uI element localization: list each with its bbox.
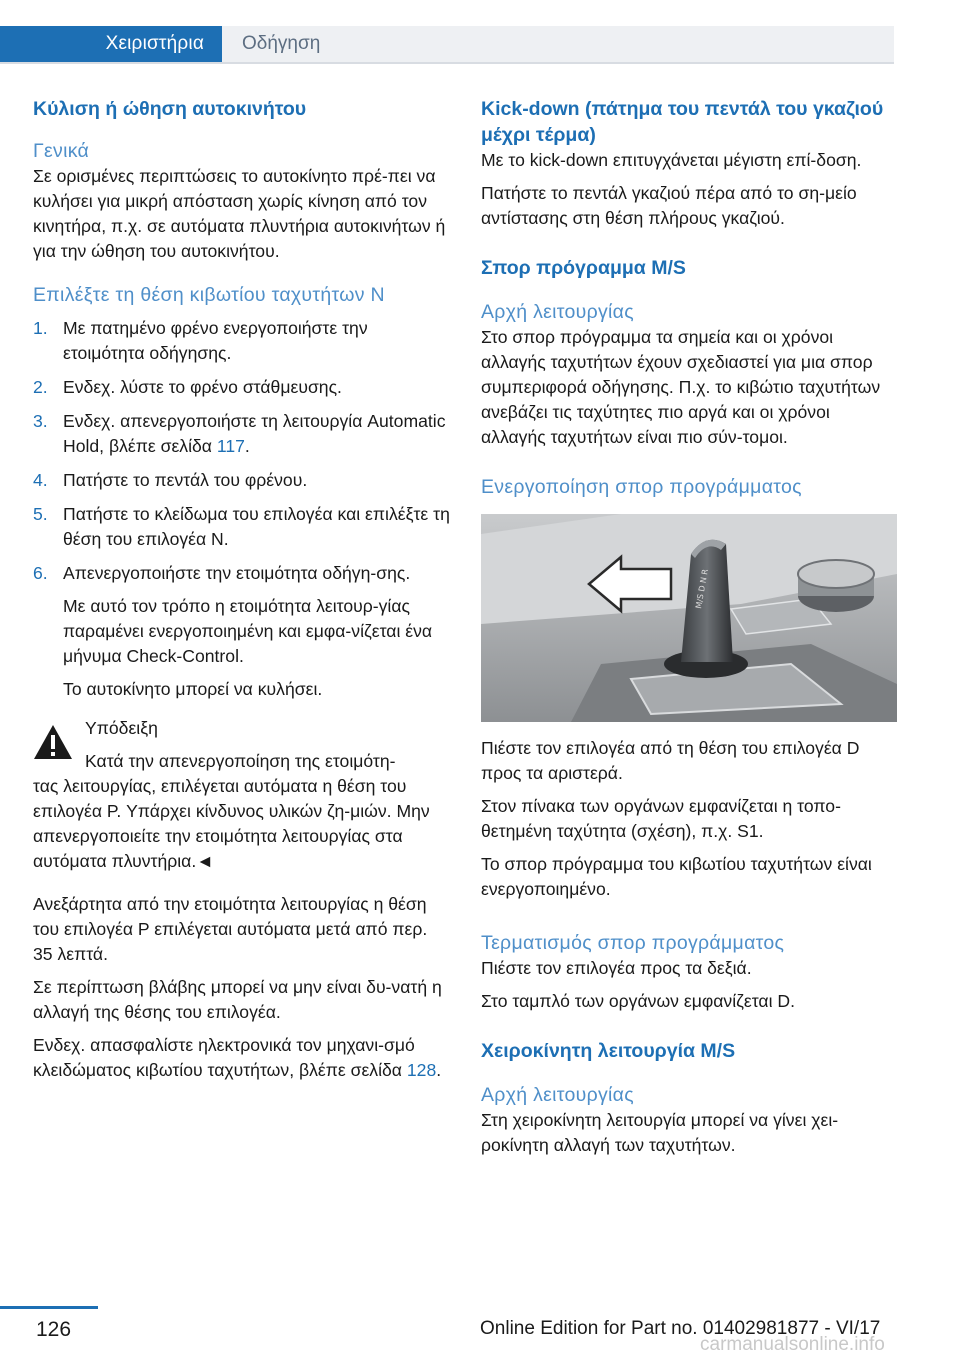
heading-sport-program: Σπορ πρόγραμμα M/S (481, 257, 686, 279)
warning-triangle-icon (33, 724, 73, 760)
para-auto-park: Ανεξάρτητα από την ετοιμότητα λειτουργίας η θέση του επιλογέα P επιλέγεται αυτόματα μετά από περ. 35 λεπτά. (33, 894, 428, 964)
list-item (33, 409, 451, 459)
list-item (33, 561, 451, 702)
activate-text-3: Το σπορ πρόγραμμα του κιβωτίου ταχυτήτων είναι ενεργοποιημένο. (481, 854, 872, 899)
watermark: carmanualsonline.info (700, 1334, 885, 1355)
step-text: Με πατημένο φρένο ενεργοποιήστε την ετοιμότητα οδήγησης. (63, 318, 368, 363)
step-number: 2. (33, 377, 48, 397)
list-item (33, 468, 451, 493)
right-column (481, 96, 897, 1158)
list-item (33, 375, 451, 400)
step6-note-roll: Το αυτοκίνητο μπορεί να κυλήσει. (63, 679, 323, 699)
header-divider (0, 62, 894, 64)
general-text: Σε ορισμένες περιπτώσεις το αυτοκίνητο πρέ-πει να κυλήσει για μικρή απόσταση χωρίς κίνηση από τον κινητήρα, π.χ. σε αυτόματα πλυντήρια αυτοκινήτων ή για την ώθηση του αυτοκινήτου. (33, 166, 446, 261)
heading-end-sport: Τερματισμός σπορ προγράμματος (481, 932, 785, 954)
tab-controls[interactable]: Χειριστήρια (0, 26, 222, 62)
step-text: Ενδεχ. λύστε το φρένο στάθμευσης. (63, 377, 342, 397)
step-number: 5. (33, 504, 48, 524)
step-text: Πατήστε το κλείδωμα του επιλογέα και επιλέξτε τη θέση του επιλογέα N. (63, 504, 450, 549)
step-number: 3. (33, 411, 48, 431)
steps-list (33, 316, 451, 702)
activate-text: Πιέστε τον επιλογέα από τη θέση του επιλογέα D προς τα αριστερά. (481, 738, 860, 783)
manual-text: Στη χειροκίνητη λειτουργία μπορεί να γίνει χει-ροκίνητη αλλαγή των ταχυτήτων. (481, 1110, 839, 1155)
step-text: Ενδεχ. απενεργοποιήστε τη λειτουργία Automatic Hold, βλέπε σελίδα (63, 411, 446, 456)
heading-select-neutral: Επιλέξτε τη θέση κιβωτίου ταχυτήτων N (33, 284, 385, 306)
heading-general: Γενικά (33, 140, 90, 162)
step-number: 6. (33, 563, 48, 583)
gear-selector-photo (481, 514, 897, 722)
gear-selector-illustration (481, 514, 897, 722)
page-number: 126 (36, 1318, 72, 1341)
end-text-2: Στο ταμπλό των οργάνων εμφανίζεται D. (481, 991, 795, 1011)
kickdown-text-2: Πατήστε το πεντάλ γκαζιού πέρα από το ση-μείο αντίστασης στη θέση πλήρους γκαζιού. (481, 183, 857, 228)
list-item (33, 316, 451, 366)
para-unlock-end: . (436, 1060, 442, 1080)
principle-text: Στο σπορ πρόγραμμα τα σημεία και οι χρόνοι αλλαγής ταχυτήτων έχουν σχεδιαστεί για μια σπορ συμπεριφορά οδήγησης. Π.χ. το κιβώτιο ταχυτήτων ανεβάζει τις ταχύτητες πιο αργά και οι χρόνοι αλλαγής ταχυτήτων είναι πιο σύν-τομοι. (481, 327, 881, 447)
edition-note: Online Edition for Part no. 01402981877 - VI/17 (480, 1318, 881, 1339)
heading-principle: Αρχή λειτουργίας (481, 301, 634, 323)
step-number: 4. (33, 470, 48, 490)
heading-manual-principle: Αρχή λειτουργίας (481, 1084, 634, 1106)
heading-kickdown: Kick-down (πάτημα του πεντάλ του γκαζιού μέχρι τέρμα) (481, 98, 884, 146)
heading-manual-mode: Χειροκίνητη λειτουργία M/S (481, 1040, 736, 1062)
page-header (0, 0, 960, 62)
kickdown-text: Με το kick-down επιτυγχάνεται μέγιστη επί-δοση. (481, 150, 862, 170)
para-unlock-text: Ενδεχ. απασφαλίστε ηλεκτρονικά τον μηχανι-σμό κλειδώματος κιβωτίου ταχυτήτων, βλέπε σελίδα (33, 1035, 415, 1080)
left-column (33, 96, 451, 1083)
para-unlock (33, 1033, 451, 1083)
tab-driving[interactable]: Οδήγηση (222, 26, 894, 62)
activate-text-2: Στον πίνακα των οργάνων εμφανίζεται η τοπο-θετημένη ταχύτητα (σχέση), π.χ. S1. (481, 796, 841, 841)
end-text: Πιέστε τον επιλογέα προς τα δεξιά. (481, 958, 752, 978)
para-malfunction: Σε περίπτωση βλάβης μπορεί να μην είναι δυ-νατή η αλλαγή της θέσης του επιλογέα. (33, 977, 442, 1022)
warning-text: τας λειτουργίας, επιλέγεται αυτόματα η θέση του επιλογέα P. Υπάρχει κίνδυνος υλικών ζη-μιών. Μην απενεργοποιείτε την ετοιμότητα λειτουργίας στα αυτόματα πλυντήρια.◄ (33, 776, 430, 871)
page-link-128[interactable]: 128 (406, 1060, 437, 1080)
heading-activate-sport: Ενεργοποίηση σπορ προγράμματος (481, 476, 802, 498)
footer-accent-line (0, 1306, 98, 1309)
step-text: Απενεργοποιήστε την ετοιμότητα οδήγη-σης. (63, 563, 411, 583)
step-text-end: . (244, 436, 250, 456)
page-link-117[interactable]: 117 (216, 436, 245, 456)
section-title-rolling: Κύλιση ή ώθηση αυτοκινήτου (33, 98, 307, 120)
step6-note: Με αυτό τον τρόπο η ετοιμότητα λειτουρ-γίας παραμένει ενεργοποιημένη και εμφα-νίζεται ένα μήνυμα Check-Control. (63, 596, 433, 666)
step-number: 1. (33, 318, 48, 338)
warning-first-line: Κατά την απενεργοποίηση της ετοιμότη- (85, 751, 396, 771)
warning-box (33, 716, 451, 874)
warning-title: Υπόδειξη (85, 718, 158, 738)
step-text: Πατήστε το πεντάλ του φρένου. (63, 470, 308, 490)
svg-text:M/S D N R: M/S D N R (694, 568, 710, 610)
list-item (33, 502, 451, 552)
